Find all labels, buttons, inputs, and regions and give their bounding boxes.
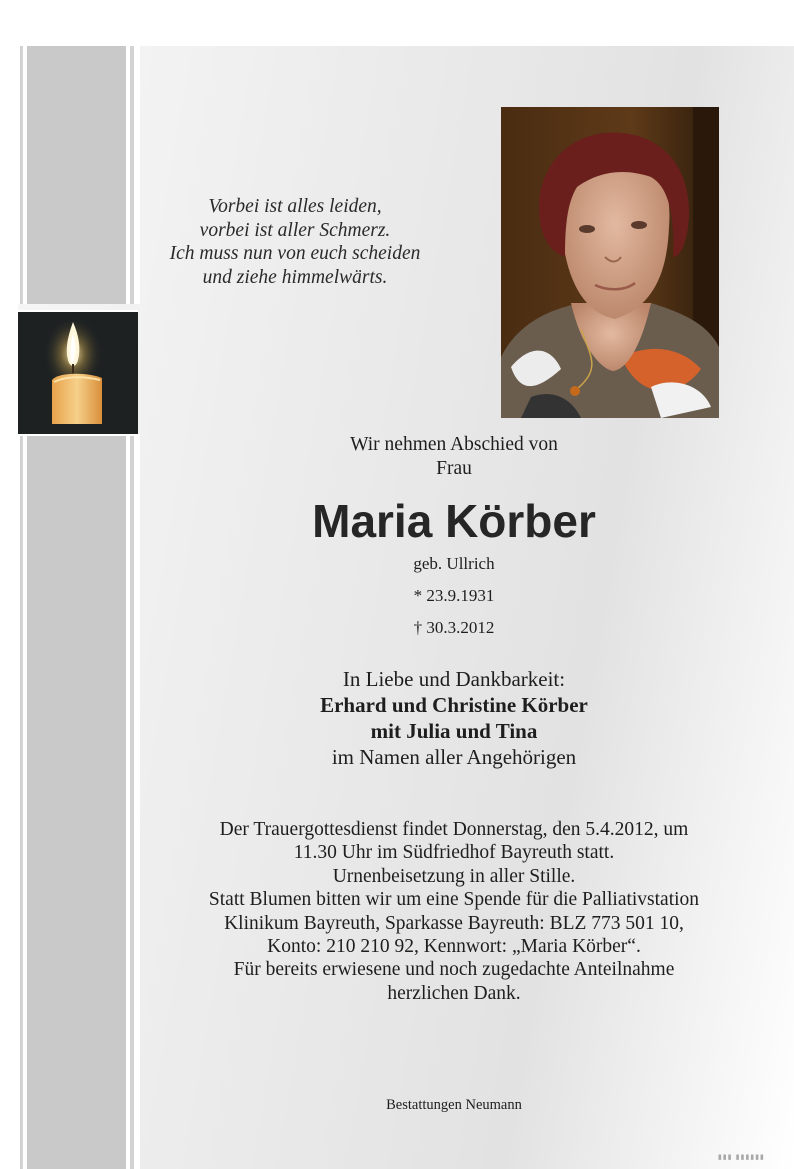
verse — [140, 195, 450, 289]
verse-line: Ich muss nun von euch scheiden — [169, 243, 421, 264]
service-line: herzlichen Dank. — [387, 982, 521, 1004]
verse-line: vorbei ist aller Schmerz. — [199, 219, 391, 241]
portrait-photo — [501, 107, 719, 418]
undertaker-name: Bestattungen Neumann — [386, 1097, 522, 1113]
service-line: 11.30 Uhr im Südfriedhof Bayreuth statt. — [293, 842, 615, 864]
birth-name: geb. Ullrich — [413, 554, 495, 573]
thanks-line: In Liebe und Dankbarkeit: — [342, 667, 566, 691]
deceased-name: Maria Körber — [312, 495, 596, 547]
mourners — [140, 666, 768, 770]
verse-line: Vorbei ist alles leiden, — [208, 196, 382, 217]
family-names: Erhard und Christine Körber — [320, 693, 588, 717]
farewell-intro — [140, 433, 768, 481]
relatives-line: im Namen aller Angehörigen — [331, 745, 577, 769]
birth-date: * 23.9.1931 — [413, 586, 495, 605]
family-children: mit Julia und Tina — [370, 719, 538, 743]
service-line: Klinikum Bayreuth, Sparkasse Bayreuth: BLZ 773 501 10, — [224, 912, 684, 934]
decorative-stripe-top — [18, 46, 140, 304]
service-line: Statt Blumen bitten wir um eine Spende für die Palliativstation — [208, 889, 700, 911]
decorative-stripe-bottom — [18, 434, 140, 1169]
death-date: † 30.3.2012 — [413, 618, 495, 637]
intro-title: Frau — [436, 458, 472, 479]
service-line: Konto: 210 210 92, Kennwort: „Maria Körber“. — [267, 936, 641, 958]
verse-line: und ziehe himmelwärts. — [202, 266, 388, 288]
corner-mark: ▮▮▮ ▮▮▮▮▮▮ — [718, 1153, 765, 1161]
service-line: Der Trauergottesdienst findet Donnerstag, den 5.4.2012, um — [219, 819, 689, 840]
intro-line: Wir nehmen Abschied von — [350, 434, 558, 455]
service-line: Urnenbeisetzung in aller Stille. — [332, 865, 576, 887]
candle-icon — [18, 310, 138, 436]
service-line: Für bereits erwiesene und noch zugedachte Anteilnahme — [233, 959, 675, 981]
service-details — [140, 818, 768, 1005]
